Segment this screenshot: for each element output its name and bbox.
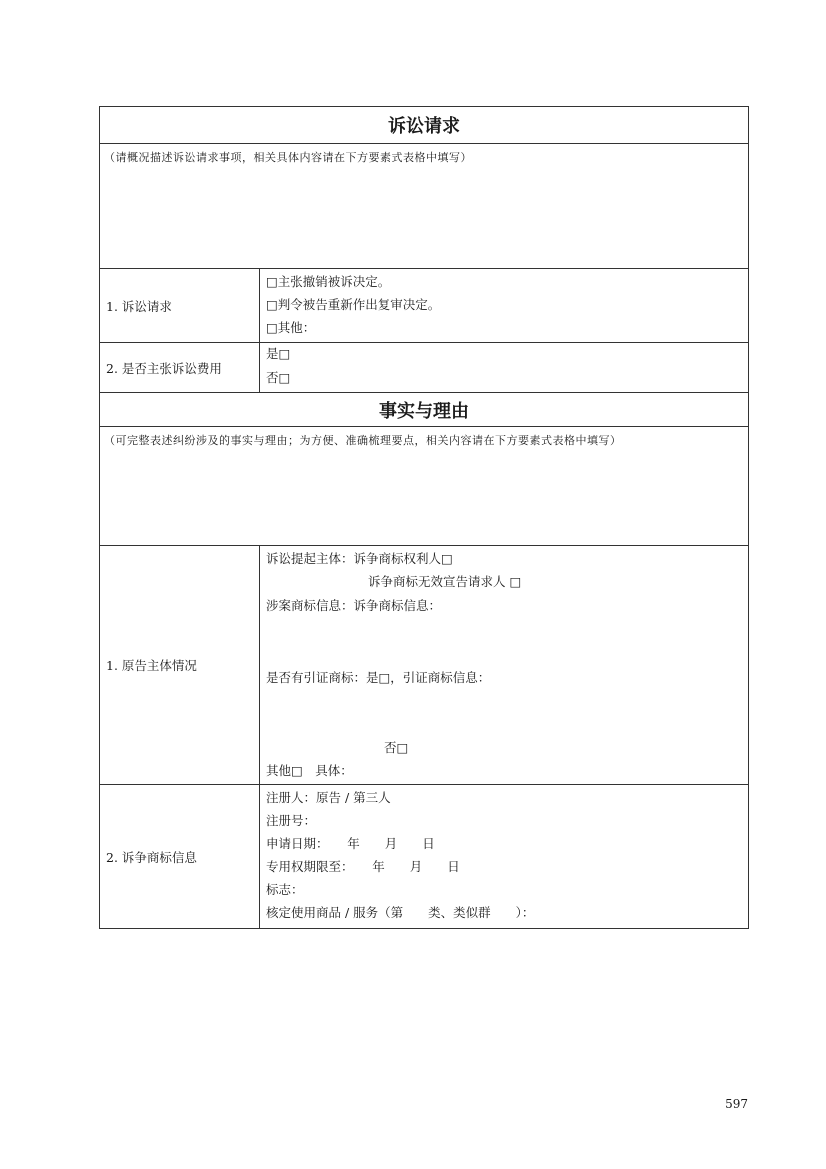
- row-label-disputed-trademark: 2. 诉争商标信息: [99, 784, 260, 929]
- mark-field[interactable]: 标志：: [266, 882, 304, 897]
- trademark-info-field[interactable]: 涉案商标信息：诉争商标信息：: [266, 598, 442, 613]
- row-label-plaintiff-info: 1. 原告主体情况: [99, 545, 260, 785]
- registrant-field[interactable]: 注册人：原告 / 第三人: [266, 790, 391, 805]
- row-value-disputed-trademark: [259, 784, 749, 929]
- option-new-review-decision[interactable]: □判令被告重新作出复审决定。: [266, 297, 441, 312]
- plaintiff-type-right-holder[interactable]: 诉讼提起主体：诉争商标权利人□: [266, 551, 453, 566]
- complaint-form: [99, 106, 749, 929]
- row-value-litigation-request: [259, 268, 749, 343]
- cited-trademark-no[interactable]: 否□: [384, 740, 409, 755]
- section-title-litigation-request: 诉讼请求: [99, 106, 749, 144]
- option-other[interactable]: □其他：: [266, 320, 316, 335]
- section-title-facts-and-reasons: 事实与理由: [99, 392, 749, 427]
- page-number: 597: [725, 1097, 748, 1111]
- row-value-litigation-costs: [259, 342, 749, 393]
- row-value-plaintiff-info: [259, 545, 749, 785]
- option-costs-no[interactable]: 否□: [266, 370, 291, 385]
- approved-goods-services-field[interactable]: 核定使用商品 / 服务（第 类、类似群 ）：: [266, 905, 535, 920]
- cited-trademark-yes[interactable]: 是否有引证商标：是□，引证商标信息：: [266, 670, 491, 685]
- plaintiff-type-invalidation-requester[interactable]: 诉争商标无效宣告请求人 □: [368, 574, 522, 589]
- option-costs-yes[interactable]: 是□: [266, 346, 291, 361]
- row-label-litigation-costs: 2. 是否主张诉讼费用: [99, 342, 260, 393]
- facts-description-box[interactable]: （可完整表述纠纷涉及的事实与理由；为方便、准确梳理要点，相关内容请在下方要素式表格中填写）: [99, 426, 749, 546]
- registration-number-field[interactable]: 注册号：: [266, 813, 317, 828]
- application-date-field[interactable]: 申请日期： 年 月 日: [266, 836, 435, 851]
- exclusive-right-expiry-field[interactable]: 专用权期限至： 年 月 日: [266, 859, 460, 874]
- plaintiff-other-field[interactable]: 其他□ 具体：: [266, 763, 353, 778]
- row-label-litigation-request: 1. 诉讼请求: [99, 268, 260, 343]
- litigation-request-description-box[interactable]: （请概况描述诉讼请求事项，相关具体内容请在下方要素式表格中填写）: [99, 143, 749, 269]
- option-revoke-decision[interactable]: □主张撤销被诉决定。: [266, 274, 391, 289]
